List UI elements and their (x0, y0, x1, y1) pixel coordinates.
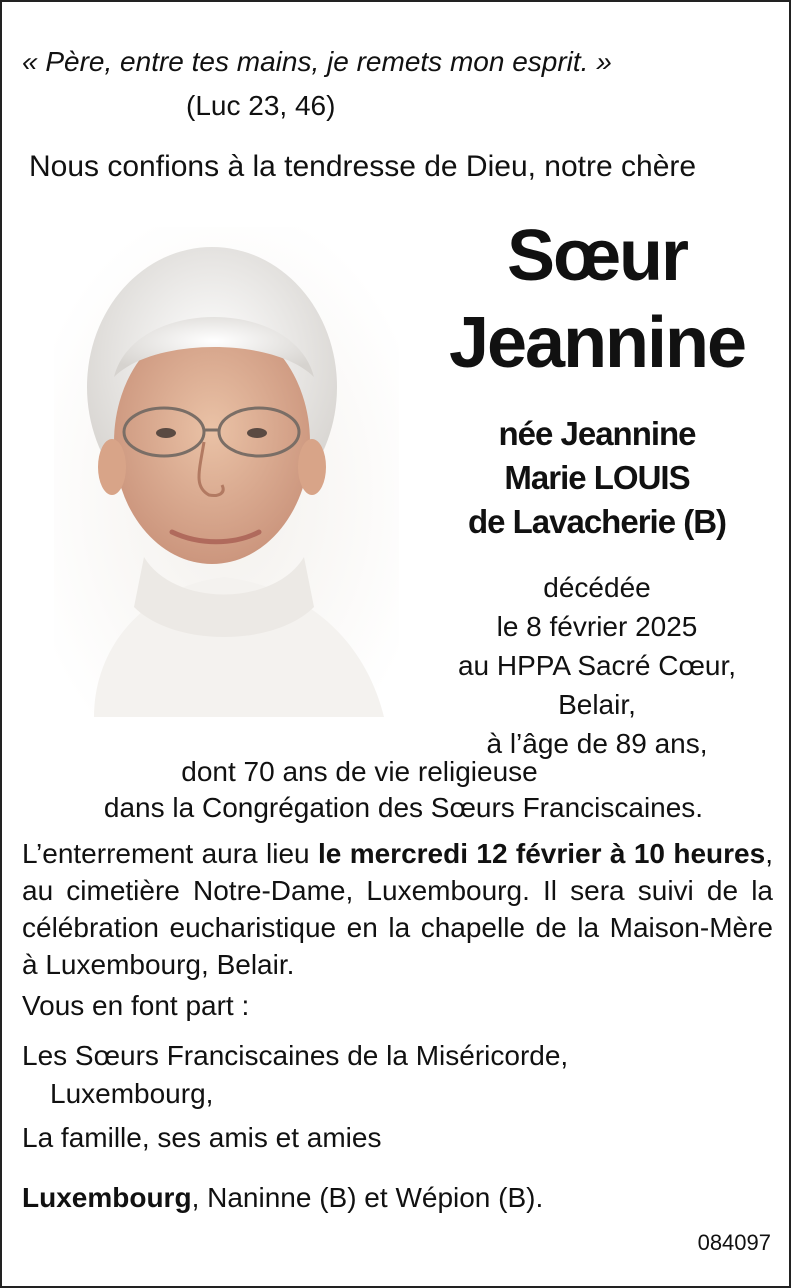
birth-line: Marie LOUIS (504, 459, 690, 496)
birth-name-block (432, 412, 762, 544)
title-soeur: Sœur (507, 216, 687, 296)
death-details (442, 568, 752, 763)
first-name: Jeannine (448, 303, 746, 383)
places-line (22, 1182, 543, 1214)
portrait-photo (54, 227, 399, 717)
reference-code: 084097 (697, 1230, 771, 1255)
intro-text: Nous confions à la tendresse de Dieu, notre chère (29, 150, 697, 183)
detail-line: le 8 février 2025 (496, 611, 698, 642)
congregation: dans la Congrégation des Sœurs Franciscaines. (103, 792, 704, 823)
funeral-suffix: , au cimetière Notre-Dame, Luxembourg. Il sera suivi de la célébration eucharistique en la chapelle de la Maison-Mère à Luxembourg, Belair. (22, 838, 773, 980)
epigraph-reference: (Luc 23, 46) (186, 90, 336, 121)
announcer-line: La famille, ses amis et amies (22, 1122, 382, 1153)
birth-line: née Jeannine (498, 415, 696, 452)
birth-line: de Lavacherie (B) (467, 503, 727, 540)
epigraph-quote: « Père, entre tes mains, je remets mon esprit. » (22, 46, 612, 77)
places-city: Luxembourg (22, 1182, 192, 1213)
detail-line: à l’âge de 89 ans, (486, 728, 708, 759)
funeral-prefix: L’enterrement aura lieu (22, 838, 318, 869)
funeral-paragraph (22, 835, 773, 983)
religious-years: dont 70 ans de vie religieuse (181, 756, 538, 787)
announcers-heading: Vous en font part : (22, 990, 250, 1021)
detail-line: au HPPA Sacré Cœur, (457, 650, 737, 681)
detail-line: décédée (543, 572, 651, 603)
funeral-date: le mercredi 12 février à 10 heures (317, 838, 766, 869)
detail-line: Belair, (558, 689, 636, 720)
announcer-line: Les Sœurs Franciscaines de la Miséricorde, (22, 1040, 569, 1071)
places-rest: , Naninne (B) et Wépion (B). (191, 1182, 544, 1213)
announcer-line: Luxembourg, (50, 1078, 214, 1109)
